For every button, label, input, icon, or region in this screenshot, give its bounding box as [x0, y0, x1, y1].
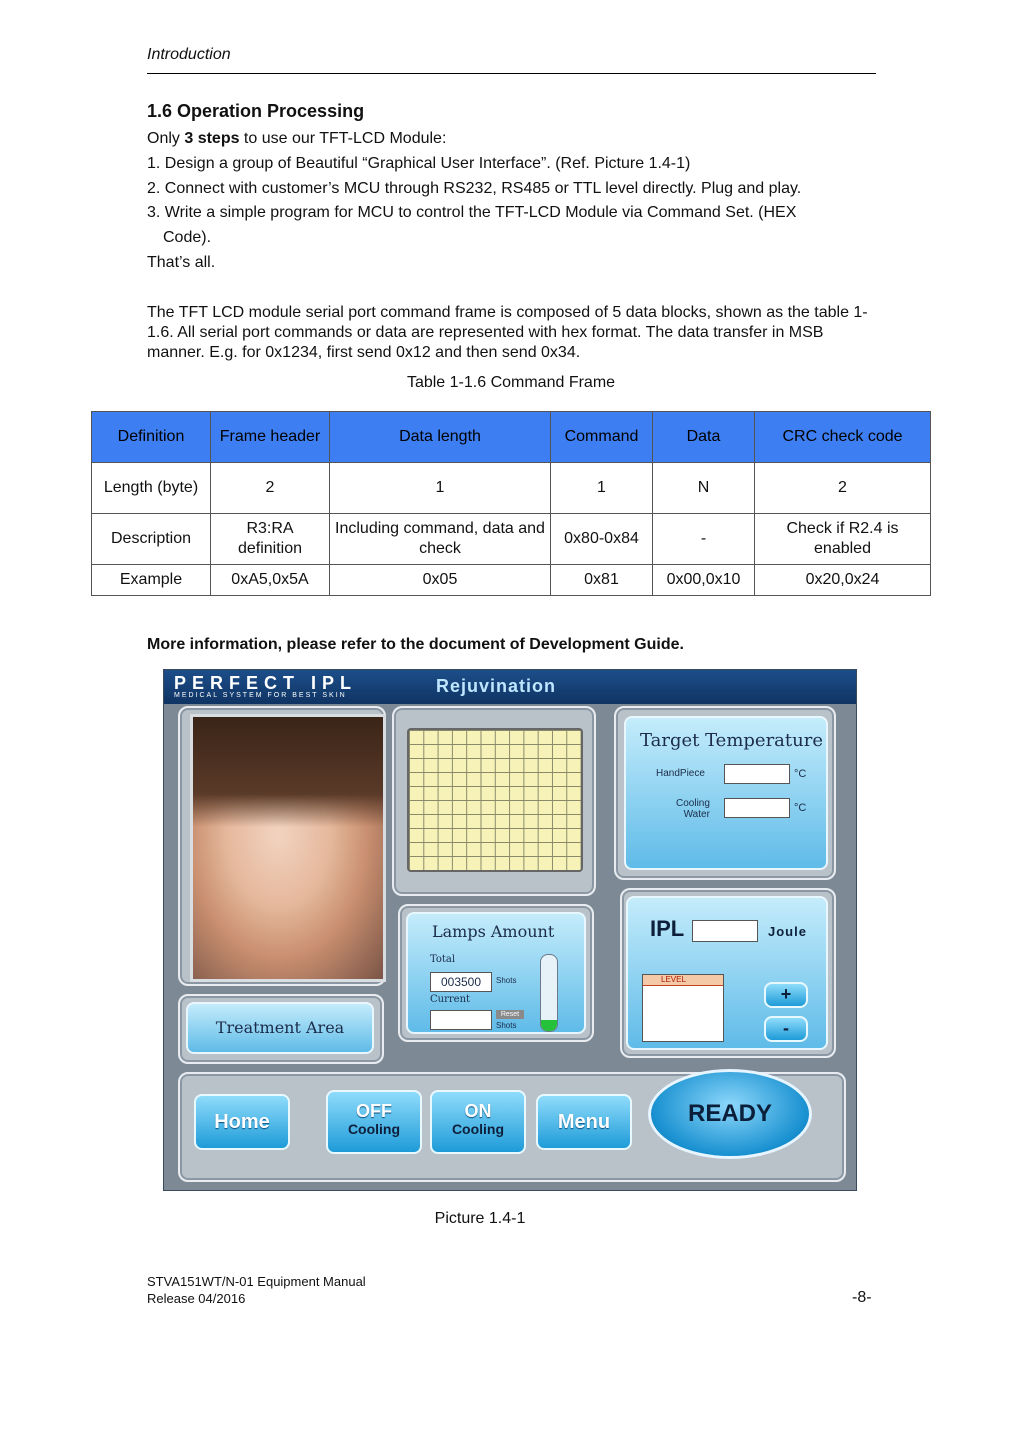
plus-button[interactable]: + [764, 982, 808, 1008]
lamps-box [406, 912, 586, 1034]
command-frame-table [91, 411, 931, 596]
off-label: OFF [356, 1101, 392, 1121]
table-cell: 0xA5,0x5A [211, 565, 330, 596]
ipl-joule-field[interactable] [692, 920, 758, 942]
handpiece-label: HandPiece [656, 768, 705, 779]
gui-title-bar [164, 670, 856, 704]
intro-bold: 3 steps [184, 130, 240, 147]
command-frame-description: The TFT LCD module serial port command frame is composed of 5 data blocks, shown as the table 1-1.6. All serial port commands or data are represented with hex format. The data transfer in MSB manner. E.g. for 0x1234, first send 0x12 and then send 0x34. [147, 304, 868, 361]
section-heading: 1.6 Operation Processing [147, 101, 365, 121]
table-cell: N [653, 463, 755, 514]
menu-button[interactable]: Menu [536, 1094, 632, 1150]
table-cell: 2 [755, 463, 931, 514]
table-cell: 1 [551, 463, 653, 514]
joule-label: Joule [768, 924, 807, 939]
face-photo [190, 714, 386, 982]
footer-manual-title: STVA151WT/N-01 Equipment Manual [147, 1274, 366, 1289]
table-cell: 2 [211, 463, 330, 514]
running-header: Introduction [147, 46, 231, 63]
gui-screenshot [163, 669, 857, 1191]
table-cell: 0x80-0x84 [551, 514, 653, 565]
intro-prefix: Only [147, 130, 185, 147]
table-cell: R3:RA definition [211, 514, 330, 565]
col-header: CRC check code [755, 412, 931, 463]
table-header-row [92, 412, 931, 463]
table-cell: Check if R2.4 is enabled [755, 514, 931, 565]
lamp-level-fill [541, 1020, 557, 1031]
total-label: Total [430, 954, 456, 965]
current-label: Current [430, 994, 471, 1005]
cooling-water-line1: Cooling [676, 798, 710, 809]
table-cell: Description [92, 514, 211, 565]
ipl-label: IPL [650, 916, 685, 941]
cooling-label: Cooling [451, 1121, 505, 1137]
table-cell: 0x00,0x10 [653, 565, 755, 596]
col-header: Data [653, 412, 755, 463]
col-header: Command [551, 412, 653, 463]
col-header: Definition [92, 412, 211, 463]
off-cooling-button[interactable] [326, 1090, 422, 1154]
step-3-cont: Code). [163, 229, 212, 246]
table-row [92, 565, 931, 596]
home-button[interactable]: Home [194, 1094, 290, 1150]
table-cell: Length (byte) [92, 463, 211, 514]
step-1: 1. Design a group of Beautiful “Graphical User Interface”. (Ref. Picture 1.4-1) [147, 155, 691, 172]
on-cooling-button[interactable] [430, 1090, 526, 1154]
total-shots-field[interactable]: 003500 [430, 972, 492, 992]
col-header: Frame header [211, 412, 330, 463]
current-shots-field[interactable] [430, 1010, 492, 1030]
shots-label: Shots [496, 976, 517, 985]
step-2: 2. Connect with customer’s MCU through RS232, RS485 or TTL level directly. Plug and play. [147, 180, 802, 197]
intro-suffix: to use our TFT-LCD Module: [239, 130, 447, 147]
temperature-box [624, 716, 828, 870]
col-header: Data length [330, 412, 551, 463]
minus-button[interactable]: - [764, 1016, 808, 1042]
table-cell: Example [92, 565, 211, 596]
header-rule [147, 73, 876, 74]
step-3: 3. Write a simple program for MCU to control the TFT-LCD Module via Command Set. (HEX [147, 204, 797, 221]
table-cell: 0x05 [330, 565, 551, 596]
cooling-label: Cooling [347, 1121, 401, 1137]
treatment-area-button[interactable]: Treatment Area [186, 1002, 374, 1054]
table-cell: 0x20,0x24 [755, 565, 931, 596]
table-row [92, 514, 931, 565]
table-cell: 0x81 [551, 565, 653, 596]
unit-c: °C [794, 802, 807, 814]
ready-button[interactable]: READY [648, 1069, 812, 1159]
target-temp-label: Target Temperature [640, 730, 823, 751]
cooling-water-label [676, 798, 710, 820]
more-info-note: More information, please refer to the document of Development Guide. [147, 636, 684, 653]
table-cell: Including command, data and check [330, 514, 551, 565]
lamps-amount-label: Lamps Amount [432, 922, 555, 941]
cooling-water-line2: Water [683, 809, 710, 820]
gui-title: Rejuvination [436, 676, 557, 696]
gui-brand-sub: MEDICAL SYSTEM FOR BEST SKIN [174, 692, 347, 699]
hair-shape [193, 717, 383, 827]
level-box [642, 974, 724, 1042]
spot-grid[interactable] [407, 728, 583, 872]
ipl-box [626, 896, 828, 1050]
table-cell: - [653, 514, 755, 565]
intro-line [147, 129, 446, 149]
cooling-water-temp-field[interactable] [724, 798, 790, 818]
unit-c: °C [794, 768, 807, 780]
reset-button[interactable]: Reset [496, 1010, 524, 1019]
shots-label: Shots [496, 1021, 517, 1030]
picture-caption: Picture 1.4-1 [434, 1210, 526, 1227]
gui-brand: PERFECT IPL [174, 673, 358, 693]
handpiece-temp-field[interactable] [724, 764, 790, 784]
footer-release: Release 04/2016 [147, 1291, 246, 1306]
table-cell: 1 [330, 463, 551, 514]
level-label: LEVEL [643, 975, 723, 986]
on-label: ON [464, 1101, 492, 1121]
page-number: -8- [852, 1289, 872, 1306]
table-caption: Table 1-1.6 Command Frame [406, 374, 616, 391]
table-row [92, 463, 931, 514]
lamp-thermometer [540, 954, 558, 1032]
thats-all: That’s all. [147, 254, 216, 271]
